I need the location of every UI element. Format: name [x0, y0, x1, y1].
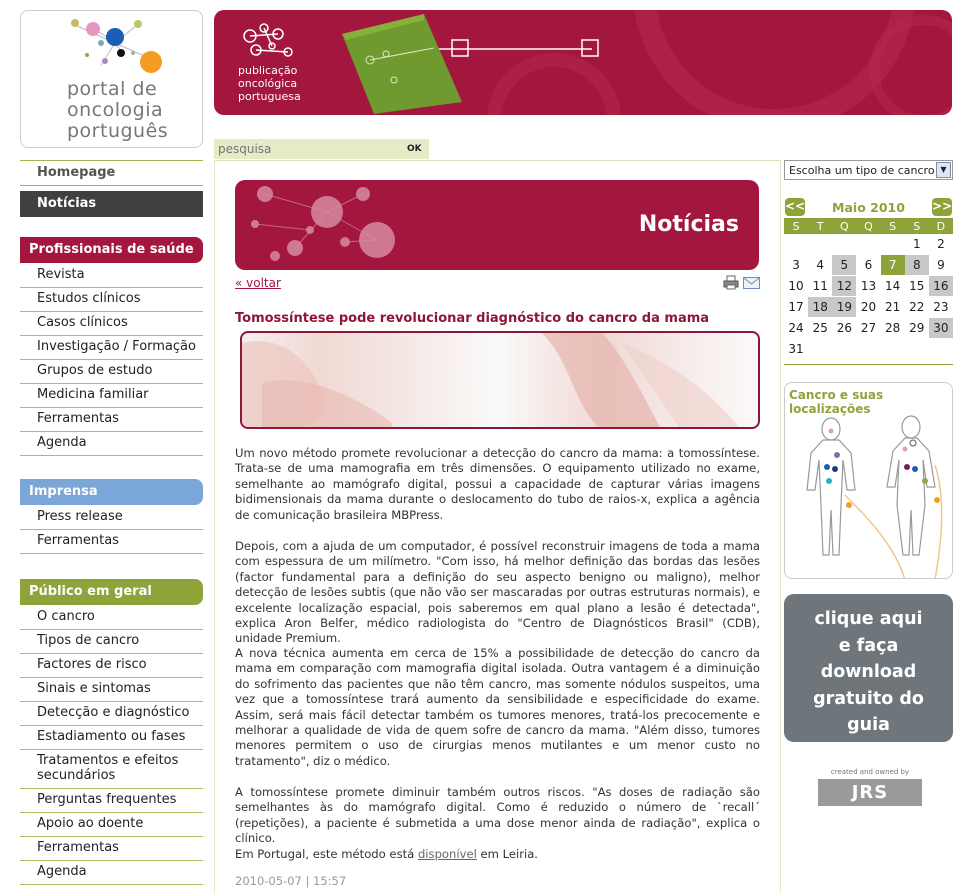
download-guide-text — [784, 606, 953, 739]
search-divider — [214, 160, 780, 161]
calendar-week — [784, 234, 953, 255]
nav-item[interactable]: Estudos clínicos — [20, 288, 203, 312]
calendar-empty-cell — [856, 339, 880, 359]
calendar-empty-cell — [808, 339, 832, 359]
calendar-day[interactable]: 23 — [933, 300, 949, 314]
calendar-month: Maio 2010 — [832, 200, 905, 215]
calendar-header — [784, 197, 953, 219]
calendar-day[interactable]: 21 — [884, 300, 901, 314]
calendar-day[interactable]: 26 — [836, 321, 852, 335]
section-profissionais: Profissionais de saúde — [20, 237, 203, 263]
calendar-day[interactable]: 2 — [937, 237, 945, 251]
article-paragraph-5 — [235, 847, 760, 862]
nav-item[interactable]: Ferramentas — [20, 408, 203, 432]
calendar-weekday: S — [889, 220, 897, 233]
article-title: Tomossíntese pode revolucionar diagnóstico do cancro da mama — [235, 311, 710, 326]
calendar-day[interactable]: 1 — [912, 237, 921, 251]
download-line: clique aqui — [814, 609, 923, 629]
noticias-title: Notícias — [638, 212, 739, 237]
calendar-day[interactable]: 25 — [812, 321, 828, 335]
calendar-day[interactable]: 3 — [792, 258, 800, 272]
credit-caption: created and owned by — [830, 768, 910, 776]
cancer-type-select[interactable] — [784, 160, 953, 180]
calendar-day[interactable]: 28 — [884, 321, 901, 335]
calendar-day[interactable]: 15 — [909, 279, 925, 293]
calendar-day[interactable]: 12 — [832, 276, 856, 296]
calendar-next-button[interactable]: >> — [932, 198, 952, 216]
article-paragraph-3: A nova técnica aumenta em cerca de 15% a possibilidade de detecção do cancro da mama em comparação com mamografia digital isolada. Outra vantagem é a diminuição do sofrimento das pacientes que não têm cancro, mas somente nódulos suspeitos, uma vez que a tomossíntese trará aumento da sensibilidade e especificidade do exame. Assim, será mais fácil detectar também os tumores menores, tratá-los precocemente e melhorar a qualidade de vida de quem sofre de cancro da mama. "Além disso, tumores menores permitem o uso de cirurgias menos mutilantes e um menor custo no tratamento", diz o médico. — [235, 646, 760, 768]
calendar-weekday: Q — [840, 220, 849, 233]
calendar-day[interactable]: 24 — [788, 321, 804, 335]
nav-item[interactable]: Press release — [20, 506, 203, 530]
article-paragraph-2: Depois, com a ajuda de um computador, é possível reconstruir imagens de toda a mama com espessura de um milímetro. "Com isso, há melhor definição das bordas das lesões (factor fundamental para a definição do seu aspecto benigno ou maligno), melhor detecção de lesões subtis (que não vão ser mascaradas por outras estruturas normais), e excelente localização espacial, pois saberemos em qual plano a lesão é detectada", explica Aron Belfer, médico radiologista do "Centro de Diagnósticos Brasil" (CDB), unidade Premium. — [235, 539, 760, 646]
molecule-logo-icon — [61, 15, 191, 75]
calendar-weekday: D — [936, 220, 946, 233]
download-line: guia — [847, 715, 890, 735]
nav-item[interactable]: Tipos de cancro — [20, 630, 203, 654]
article-date: 2010-05-07 | 15:57 — [235, 874, 347, 888]
calendar-weekday: S — [913, 220, 921, 233]
calendar-day[interactable]: 27 — [860, 321, 877, 335]
calendar-week — [784, 255, 953, 276]
banner-decoration-icon — [214, 10, 952, 115]
nav-item[interactable]: O cancro — [20, 606, 203, 630]
calendar-day[interactable]: 11 — [812, 279, 828, 293]
section-imprensa: Imprensa — [20, 479, 203, 505]
calendar-day[interactable]: 8 — [905, 255, 929, 275]
availability-text: Em Portugal, este método está — [235, 847, 418, 861]
print-icon[interactable] — [723, 275, 739, 290]
nav-item[interactable]: Estadiamento ou fases — [20, 726, 203, 750]
calendar-day[interactable]: 10 — [788, 279, 804, 293]
calendar-weekday: S — [792, 220, 800, 233]
nav-item[interactable]: Ferramentas — [20, 837, 203, 861]
calendar-day[interactable]: 14 — [884, 279, 901, 293]
back-link[interactable]: « voltar — [235, 276, 281, 290]
right-column-divider — [780, 160, 781, 893]
search-input[interactable] — [214, 139, 407, 159]
hands-photo-icon — [242, 333, 760, 429]
jrs-credit[interactable] — [818, 768, 922, 810]
nav-noticias[interactable]: Notícias — [20, 191, 203, 217]
calendar-day[interactable]: 31 — [788, 342, 804, 356]
banner-text: publicação oncológica portuguesa — [238, 64, 301, 103]
calendar — [784, 197, 953, 360]
download-line: e faça — [838, 635, 899, 656]
nav-divider — [20, 160, 203, 161]
article-paragraph-1: Um novo método promete revolucionar a detecção do cancro da mama: a tomossíntese. Trata-se de uma mamografia em três dimensões. O equipamento utilizado no exame, semelhante ao mamógrafo digital, possui a capacidade de capturar várias imagens bidimensionais da mama durante o deslocamento do tubo de raios-x, explica a agência de comunicação brasileira MBPress. — [235, 446, 760, 522]
calendar-week — [784, 339, 953, 360]
calendar-day[interactable]: 29 — [909, 321, 925, 335]
search-ok-button[interactable]: OK — [407, 144, 422, 154]
nav-item[interactable]: Ferramentas — [20, 530, 203, 554]
calendar-day[interactable]: 4 — [816, 258, 825, 272]
nav-item[interactable]: Medicina familiar — [20, 384, 203, 408]
calendar-week — [784, 297, 953, 318]
calendar-day[interactable]: 22 — [909, 300, 925, 314]
calendar-day[interactable]: 19 — [832, 297, 856, 317]
calendar-day[interactable]: 9 — [937, 258, 945, 272]
cancro-localizacoes-box[interactable] — [784, 382, 953, 579]
nav-item[interactable]: Investigação / Formação — [20, 336, 203, 360]
logo-text: portal de oncologia português — [67, 78, 169, 142]
download-guide-banner[interactable] — [784, 594, 953, 742]
nav-item[interactable]: Apoio ao doente — [20, 813, 203, 837]
article-image — [240, 331, 760, 429]
calendar-day[interactable]: 7 — [881, 255, 905, 275]
noticias-banner — [235, 180, 759, 270]
nav-item[interactable]: Casos clínicos — [20, 312, 203, 336]
calendar-empty-cell — [808, 234, 832, 254]
calendar-day[interactable]: 16 — [929, 276, 953, 296]
body-map-icon[interactable] — [785, 405, 953, 579]
calendar-grid — [784, 234, 953, 360]
nav-item[interactable]: Sinais e sintomas — [20, 678, 203, 702]
nav-item[interactable]: Perguntas frequentes — [20, 789, 203, 813]
calendar-bottom-divider — [784, 364, 953, 365]
calendar-week — [784, 318, 953, 339]
calendar-weekdays — [784, 219, 953, 234]
calendar-empty-cell — [929, 339, 953, 359]
calendar-day[interactable]: 5 — [832, 255, 856, 275]
calendar-day[interactable]: 18 — [808, 297, 832, 317]
download-line: download — [820, 662, 917, 682]
disponivel-link[interactable]: disponível — [417, 847, 477, 861]
nav-item[interactable]: Agenda — [20, 861, 203, 885]
calendar-weekday: T — [816, 220, 824, 233]
search-bar — [214, 139, 429, 159]
calendar-empty-cell — [856, 234, 880, 254]
calendar-empty-cell — [881, 234, 905, 254]
jrs-logo: JRS — [818, 779, 922, 806]
nav-item[interactable]: Grupos de estudo — [20, 360, 203, 384]
nav-item[interactable]: Revista — [20, 264, 203, 288]
nav-item[interactable]: Agenda — [20, 432, 203, 456]
calendar-day[interactable]: 17 — [788, 300, 804, 314]
calendar-day[interactable]: 20 — [860, 300, 877, 314]
calendar-day[interactable]: 6 — [864, 258, 873, 272]
cancro-box-title: Cancro e suas localizações — [789, 388, 884, 416]
nav-homepage[interactable]: Homepage — [20, 162, 203, 186]
nav-item[interactable]: Factores de risco — [20, 654, 203, 678]
nav-item[interactable]: Tratamentos e efeitos secundários — [20, 750, 203, 789]
calendar-day[interactable]: 13 — [860, 279, 877, 293]
calendar-empty-cell — [905, 339, 929, 359]
chevron-down-icon: ▼ — [936, 162, 951, 178]
calendar-prev-button[interactable]: << — [785, 198, 805, 216]
download-line: gratuito do — [813, 688, 924, 709]
left-column-divider — [214, 160, 215, 893]
calendar-empty-cell — [832, 339, 856, 359]
calendar-empty-cell — [784, 234, 808, 254]
section-publico: Público em geral — [20, 579, 203, 605]
calendar-day[interactable]: 30 — [929, 318, 953, 338]
nav-item[interactable]: Detecção e diagnóstico — [20, 702, 203, 726]
email-icon[interactable] — [743, 277, 760, 289]
article-paragraph-4: A tomossíntese promete diminuir também outros riscos. "As doses de radiação são semelhantes às do mamógrafo digital. Como é reduzido o número de `recall´ (repetições), a paciente é submetida a uma dose menor ainda de radiação", explica o clínico. — [235, 785, 760, 846]
calendar-weekday: Q — [864, 220, 873, 233]
calendar-empty-cell — [881, 339, 905, 359]
header-banner — [214, 10, 952, 115]
availability-text-end: em Leiria. — [476, 847, 538, 861]
portal-logo[interactable] — [20, 10, 203, 148]
calendar-week — [784, 276, 953, 297]
cancer-type-value: Escolha um tipo de cancro — [789, 164, 935, 177]
calendar-empty-cell — [832, 234, 856, 254]
